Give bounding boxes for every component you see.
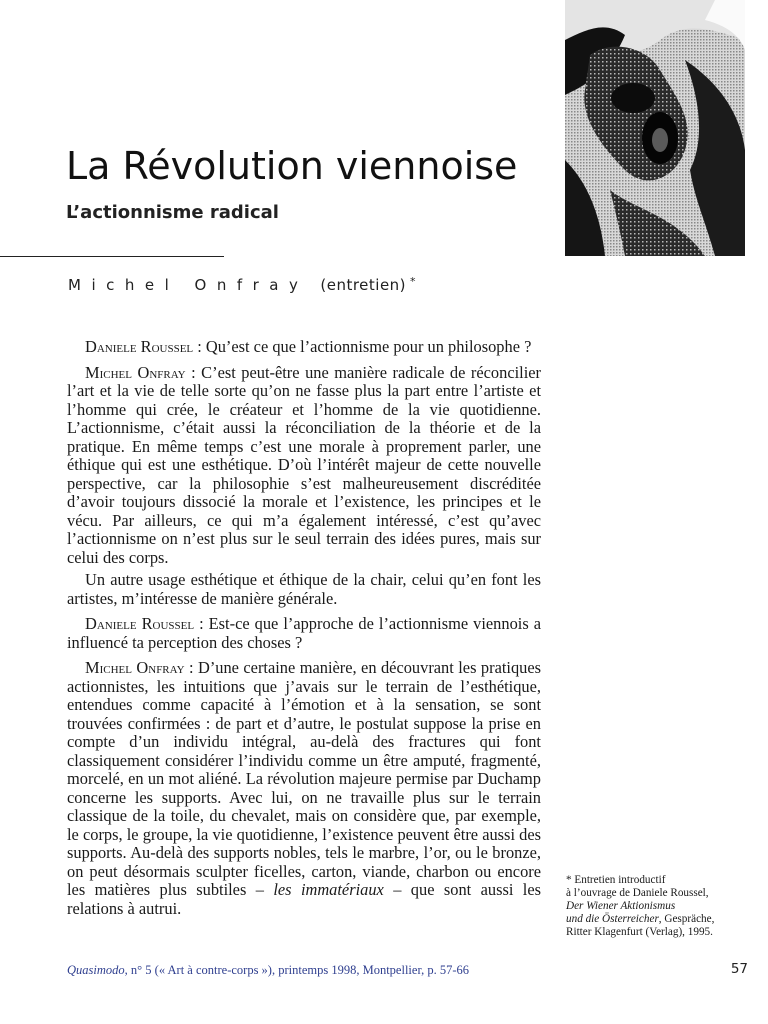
footnote-book-title: Der Wiener Aktionismus bbox=[566, 900, 676, 912]
speaker-name: Michel Onfray bbox=[85, 658, 185, 677]
footnote-line: * Entretien introductif bbox=[566, 874, 666, 886]
title-divider bbox=[0, 256, 224, 257]
footnote-book-title: und die Österreicher bbox=[566, 913, 659, 925]
page-number: 57 bbox=[730, 961, 748, 977]
footnote-line: Ritter Klagenfurt (Verlag), 1995. bbox=[566, 926, 713, 938]
article-title: La Révolution viennoise bbox=[66, 144, 518, 188]
paragraph-text: Un autre usage esthétique et éthique de la chair, celui qu’en font les artistes, m’intéresse de manière générale. bbox=[67, 570, 541, 608]
paragraph bbox=[67, 615, 541, 652]
paragraph-text: : D’une certaine manière, en découvrant les pratiques actionnistes, les intuitions que j’avais sur le terrain de l’esthétique, entendues comme capacité à l’émotion et à la sensation, se sont trouvées confirmées : de part et d’autre, le postulat suppose la prise en compte d’un individu intégral, au-delà des fractures qui font classiquement considérer l’individu comme un être amputé, fragmenté, morcelé, en un mot aliéné. La révolution majeure permise par Duchamp concerne les supports. Avec lui, on ne travaille plus sur le terrain classique de la toile, du chevalet, mais on considère que, par exemple, le corps, le groupe, la vie quotidienne, l’existence peuvent être aussi des supports. Au-delà des supports nobles, tels le marbre, l’or, ou le bronze, on peut désormais sculpter ficelles, carton, viande, charbon ou encore les matières plus subtiles – bbox=[67, 658, 541, 899]
article-subtitle: L’actionnisme radical bbox=[66, 202, 279, 223]
paragraph bbox=[67, 659, 541, 918]
paragraph bbox=[67, 338, 541, 357]
portrait-photo bbox=[565, 0, 745, 256]
author-note: (entretien) bbox=[320, 276, 407, 294]
paragraph bbox=[67, 364, 541, 568]
paragraph bbox=[67, 571, 541, 608]
paragraph-italic: les immatériaux bbox=[273, 880, 384, 899]
footnote-marker: * bbox=[410, 275, 416, 288]
journal-citation bbox=[67, 962, 469, 978]
footnote-line: , Gespräche, bbox=[658, 913, 715, 925]
speaker-name: Daniele Roussel bbox=[85, 337, 194, 356]
speaker-name: Michel Onfray bbox=[85, 362, 186, 382]
footnote bbox=[566, 874, 756, 939]
journal-name: Quasimodo bbox=[67, 963, 125, 977]
author-name: Michel Onfray bbox=[68, 276, 309, 294]
byline bbox=[68, 270, 416, 294]
paragraph-text: : Qu’est ce que l’actionnisme pour un philosophe ? bbox=[193, 337, 532, 356]
paragraph-text: : C’est peut-être une manière radicale de réconcilier l’art et la vie de telle sorte qu’on ne fasse plus la part entre l’artiste et l’homme qui crée, le créateur et l’homme de la vie quotidienne. L’actionnisme, c’était aussi la réconciliation de la théorie et de la pratique. En même temps c’est une morale à proprement parler, une éthique qui est une esthétique. D’où l’intérêt majeur de cette nouvelle perspective, car la philosophie s’est malheureusement discréditée d’avoir toujours dissocié la morale et l’existence, les principes et le vécu. Par ailleurs, ce qui m’a également intéressé, c’est qu’avec l’actionnisme on n’est plus sur le seul terrain des idées pures, mais sur celui des corps. bbox=[67, 362, 541, 567]
citation-details: , n° 5 (« Art à contre-corps »), printemps 1998, Montpellier, p. 57-66 bbox=[124, 963, 470, 977]
paragraph-text-tail: – que sont aussi les relations à autrui. bbox=[67, 880, 541, 918]
footnote-line: à l’ouvrage de Daniele Roussel, bbox=[566, 887, 709, 899]
article-body bbox=[67, 338, 541, 925]
paragraph-text: : Est-ce que l’approche de l’actionnisme viennois a influencé ta perception des choses ? bbox=[67, 614, 541, 652]
speaker-name: Daniele Roussel bbox=[85, 614, 195, 633]
